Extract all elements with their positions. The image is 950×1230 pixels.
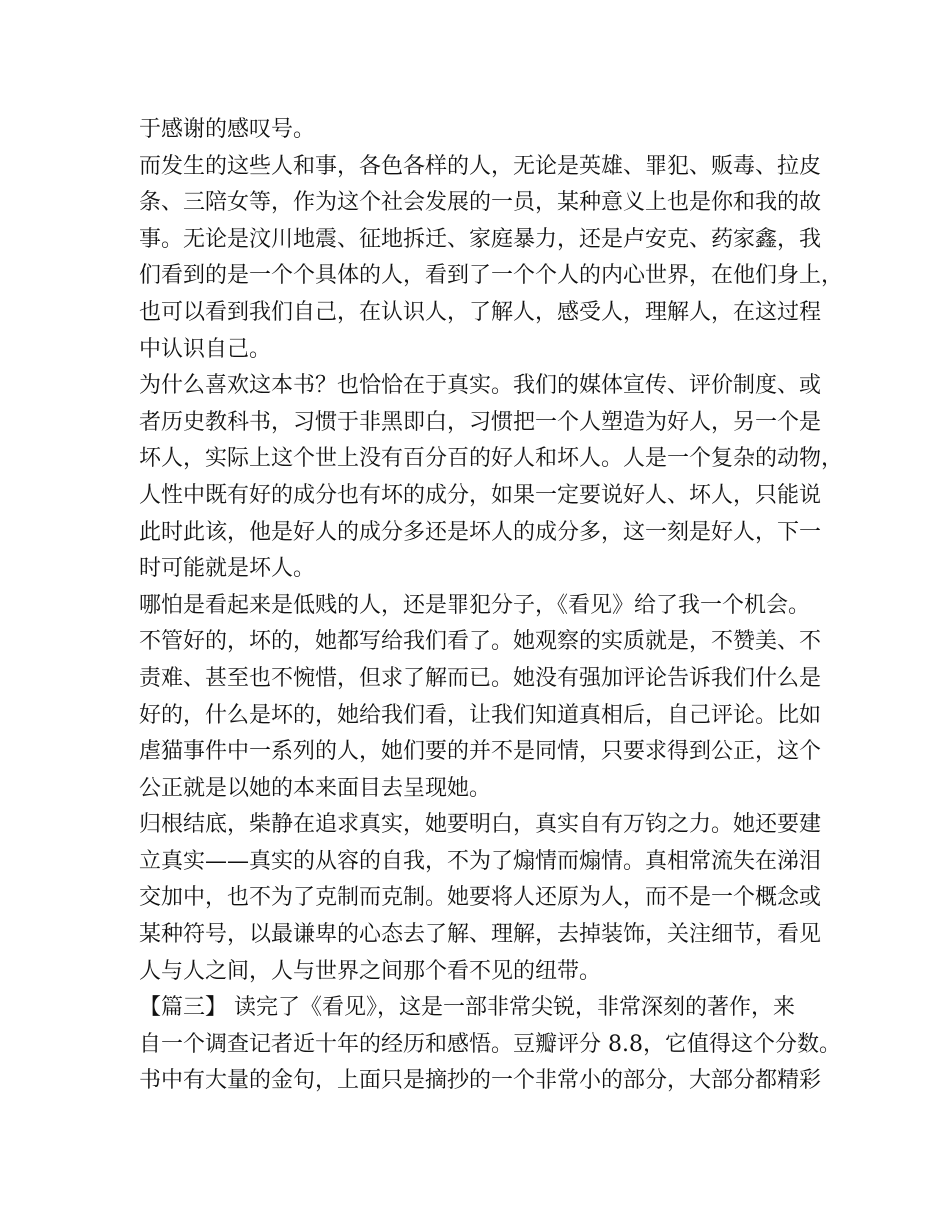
text-line: 者历史教科书，习惯于非黑即白，习惯把一个人塑造为好人，另一个是 bbox=[139, 409, 822, 435]
text-line: 而发生的这些人和事，各色各样的人，无论是英雄、罪犯、贩毒、拉皮 bbox=[139, 153, 822, 179]
text-line: 事。无论是汶川地震、征地拆迁、家庭暴力，还是卢安克、药家鑫，我 bbox=[139, 226, 822, 252]
text-line: 于感谢的感叹号。 bbox=[139, 117, 316, 142]
text-line: 好的，什么是坏的，她给我们看，让我们知道真相后，自己评论。比如 bbox=[139, 702, 822, 728]
text-line: 为什么喜欢这本书？也恰恰在于真实。我们的媒体宣传、评价制度、或 bbox=[139, 373, 822, 399]
text-line: 责难、甚至也不惋惜，但求了解而已。她没有强加评论告诉我们什么是 bbox=[139, 665, 822, 691]
text-line: 中认识自己。 bbox=[139, 336, 272, 362]
text-line: 公正就是以她的本来面目去呈现她。 bbox=[139, 775, 492, 801]
text-line: 【篇三】 读完了《看见》，这是一部非常尖锐，非常深刻的著作，来 bbox=[139, 995, 795, 1021]
text-line: 某种符号，以最谦卑的心态去了解、理解，去掉装饰，关注细节，看见 bbox=[139, 922, 822, 948]
text-line: 坏人，实际上这个世上没有百分百的好人和坏人。人是一个复杂的动物， bbox=[139, 446, 844, 472]
text-line: 书中有大量的金句，上面只是摘抄的一个非常小的部分，大部分都精彩 bbox=[139, 1068, 822, 1094]
text-line: 交加中，也不为了克制而克制。她要将人还原为人，而不是一个概念或 bbox=[139, 885, 822, 911]
text-line: 不管好的，坏的，她都写给我们看了。她观察的实质就是，不赞美、不 bbox=[139, 629, 822, 655]
text-line: 条、三陪女等，作为这个社会发展的一员，某种意义上也是你和我的故 bbox=[139, 190, 822, 216]
text-line: 自一个调查记者近十年的经历和感悟。豆瓣评分 8.8，它值得这个分数。 bbox=[139, 1031, 841, 1057]
text-line: 们看到的是一个个具体的人，看到了一个个人的内心世界，在他们身上， bbox=[139, 263, 844, 289]
text-line: 虐猫事件中一系列的人，她们要的并不是同情，只要求得到公正，这个 bbox=[139, 739, 822, 765]
text-line: 立真实——真实的从容的自我，不为了煽情而煽情。真相常流失在涕泪 bbox=[139, 848, 822, 874]
text-line: 人性中既有好的成分也有坏的成分，如果一定要说好人、坏人，只能说 bbox=[139, 482, 822, 508]
text-line: 时可能就是坏人。 bbox=[139, 556, 316, 582]
text-line: 归根结底，柴静在追求真实，她要明白，真实自有万钧之力。她还要建 bbox=[139, 812, 822, 838]
body-text bbox=[139, 112, 844, 1100]
text-line: 也可以看到我们自己，在认识人，了解人，感受人，理解人，在这过程 bbox=[139, 299, 822, 325]
text-line: 人与人之间，人与世界之间那个看不见的纽带。 bbox=[139, 958, 602, 984]
text-line: 哪怕是看起来是低贱的人，还是罪犯分子，《看见》给了我一个机会。 bbox=[139, 592, 811, 618]
text-line: 此时此该，他是好人的成分多还是坏人的成分多，这一刻是好人，下一 bbox=[139, 519, 822, 545]
